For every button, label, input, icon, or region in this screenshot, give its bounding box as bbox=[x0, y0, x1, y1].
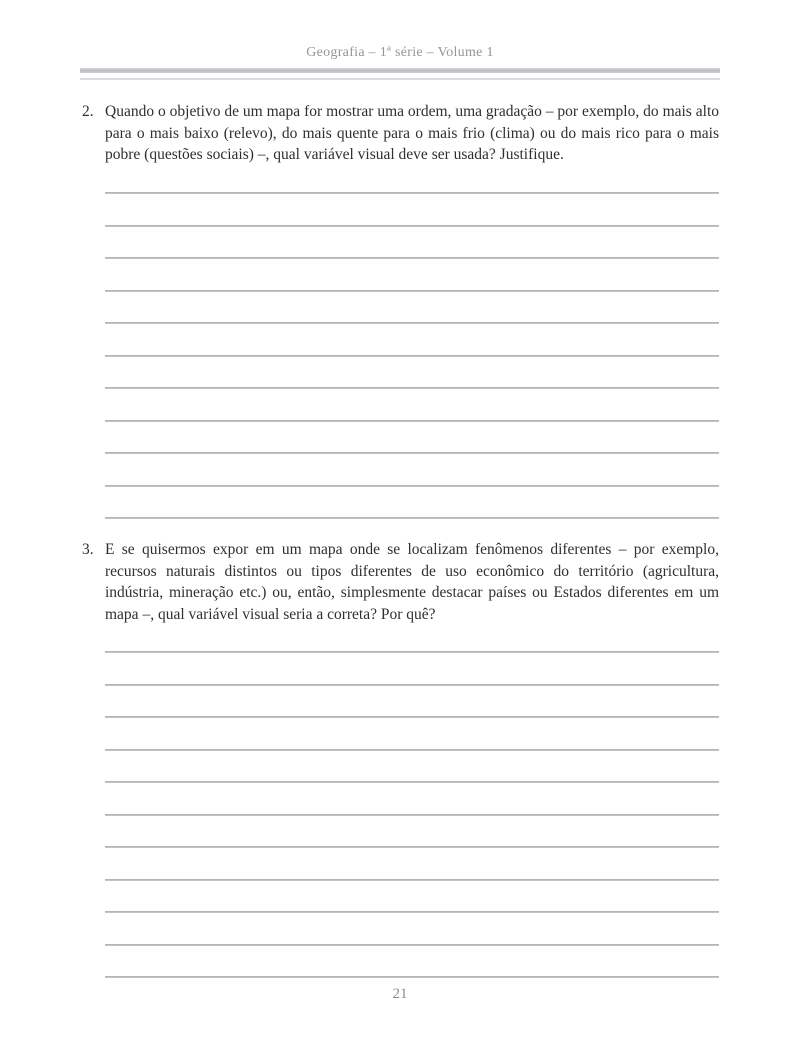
answer-line bbox=[105, 781, 719, 783]
header-rule-thick bbox=[80, 68, 720, 73]
answer-line bbox=[105, 420, 719, 422]
question-2-text: Quando o objetivo de um mapa for mostrar uma ordem, uma gradação – por exemplo, do mais alto para o mais baixo (relevo), do mais quente para o mais frio (clima) ou do mais rico para o mais pobre (questões sociais) –, qual variável visual deve ser usada? Justifique. bbox=[105, 103, 719, 164]
answer-line bbox=[105, 944, 719, 946]
page-number: 21 bbox=[392, 986, 408, 1002]
answer-line bbox=[105, 879, 719, 881]
answer-line bbox=[105, 517, 719, 519]
question-2-answer-lines bbox=[105, 192, 719, 550]
answer-line bbox=[105, 257, 719, 259]
answer-line bbox=[105, 716, 719, 718]
answer-line bbox=[105, 225, 719, 227]
question-2 bbox=[82, 101, 719, 166]
answer-line bbox=[105, 814, 719, 816]
answer-line bbox=[105, 976, 719, 978]
running-header: Geografia – 1ª série – Volume 1 bbox=[306, 45, 494, 60]
answer-line bbox=[105, 452, 719, 454]
question-3 bbox=[82, 539, 719, 626]
question-3-text: E se quisermos expor em um mapa onde se localizam fenômenos diferentes – por exemplo, recursos naturais distintos ou tipos diferentes de uso econômico do território (agricultura, indústria, mineração etc.) ou, então, simplesmente destacar países ou Estados diferentes em um mapa –, qual variável visual seria a correta? Por quê? bbox=[105, 541, 719, 624]
question-2-number: 2. bbox=[82, 103, 94, 120]
question-3-answer-lines bbox=[105, 651, 719, 1009]
answer-line bbox=[105, 387, 719, 389]
answer-line bbox=[105, 192, 719, 194]
answer-line bbox=[105, 290, 719, 292]
answer-line bbox=[105, 322, 719, 324]
answer-line bbox=[105, 651, 719, 653]
answer-line bbox=[105, 355, 719, 357]
answer-line bbox=[105, 846, 719, 848]
header-rule-thin bbox=[80, 78, 720, 80]
answer-line bbox=[105, 749, 719, 751]
answer-line bbox=[105, 485, 719, 487]
question-3-number: 3. bbox=[82, 541, 94, 558]
answer-line bbox=[105, 684, 719, 686]
answer-line bbox=[105, 911, 719, 913]
